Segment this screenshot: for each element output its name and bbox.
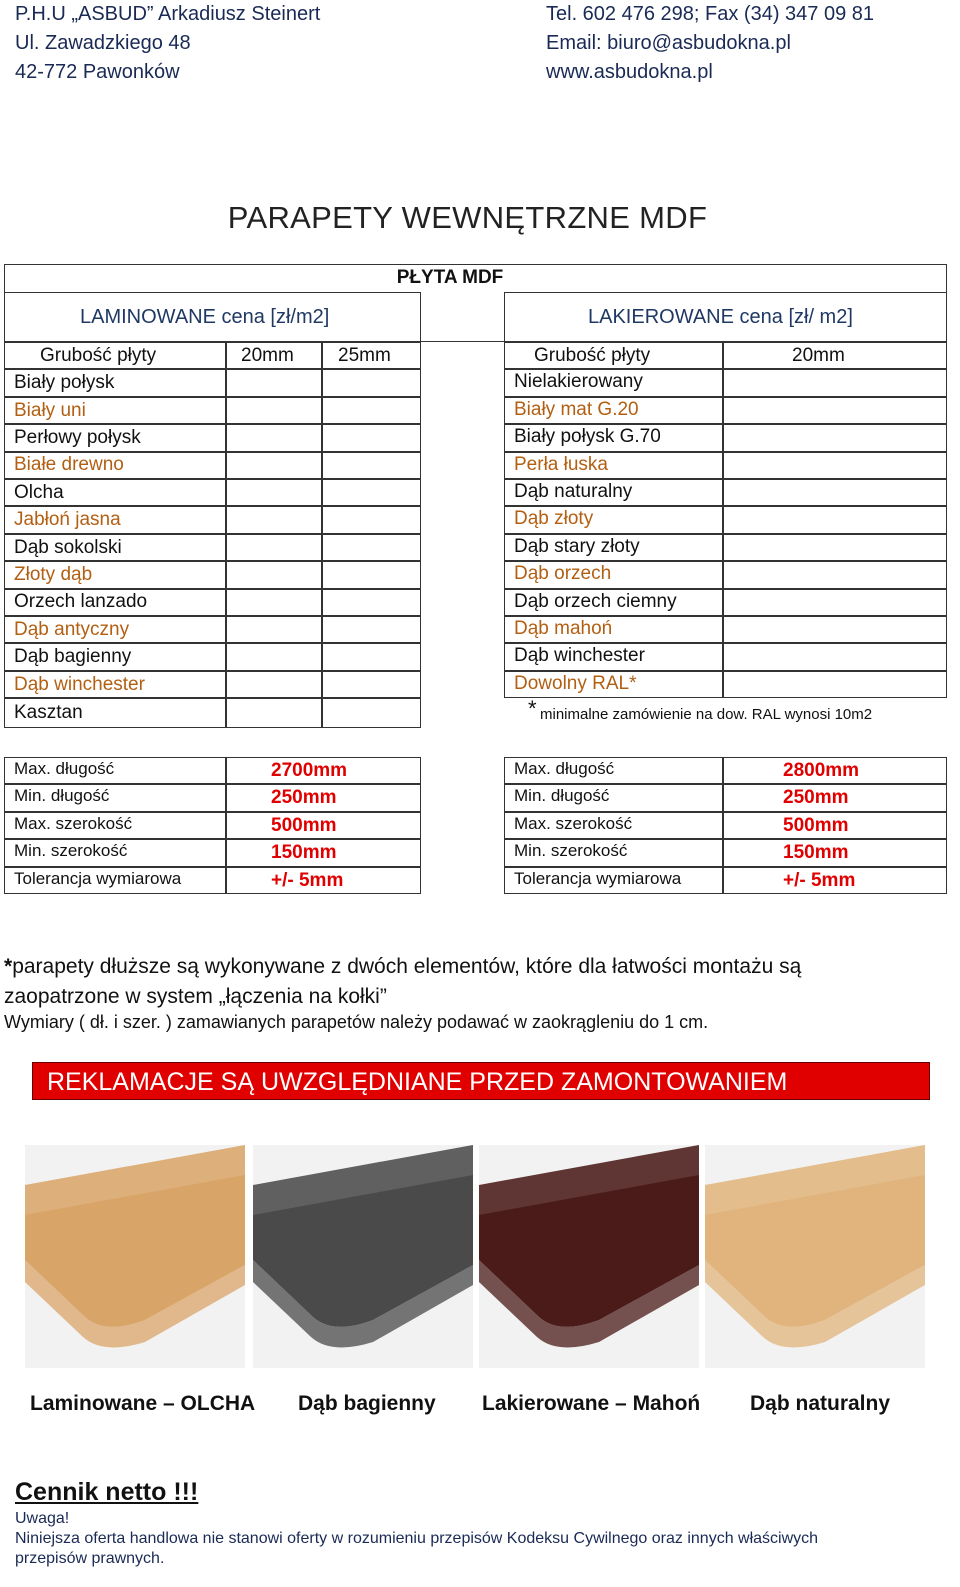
- company-contact: [546, 0, 874, 87]
- left-header-25mm: 25mm: [338, 345, 391, 366]
- wood-board-icon: [253, 1145, 473, 1368]
- right-row-cell: [723, 424, 947, 451]
- left-row-cell: [226, 643, 322, 670]
- right-row-name: Dąb mahoń: [514, 618, 613, 639]
- dim-value: +/- 5mm: [783, 869, 856, 891]
- left-row-cell: [226, 589, 322, 616]
- left-row-cell: [322, 424, 421, 451]
- left-row-cell: [226, 561, 322, 588]
- right-row-name: Dąb winchester: [514, 645, 645, 667]
- right-row-name: Dowolny RAL*: [514, 672, 637, 694]
- dim-value: 250mm: [783, 787, 849, 809]
- left-row-name: Jabłoń jasna: [14, 509, 121, 531]
- price-note: Cennik netto !!!: [15, 1478, 199, 1506]
- left-row-cell: [322, 589, 421, 616]
- dim-value: 150mm: [783, 842, 849, 864]
- sample-image: [253, 1145, 473, 1368]
- sample-caption: Dąb naturalny: [750, 1392, 891, 1415]
- sample-caption: Laminowane – OLCHA: [30, 1392, 256, 1415]
- dim-value: 250mm: [271, 787, 337, 809]
- left-row-cell: [226, 698, 322, 728]
- right-row-name: Dąb złoty: [514, 508, 594, 530]
- right-section-title: LAKIEROWANE cena [zł/ m2]: [588, 306, 853, 328]
- sample-caption: Dąb bagienny: [298, 1392, 436, 1415]
- left-row-cell: [226, 369, 322, 396]
- left-row-cell: [322, 452, 421, 479]
- left-row-cell: [226, 479, 322, 506]
- dim-value: +/- 5mm: [271, 869, 344, 891]
- left-row-cell: [322, 643, 421, 670]
- note-line-3: Wymiary ( dł. i szer. ) zamawianych parapetów należy podawać w zaokrągleniu do 1 cm.: [4, 1012, 709, 1032]
- left-row-name: Dąb antyczny: [14, 618, 130, 640]
- left-row-cell: [226, 671, 322, 698]
- left-row-cell: [322, 534, 421, 561]
- left-row-cell: [322, 698, 421, 728]
- ral-note-star: *: [528, 696, 537, 722]
- company-name: P.H.U „ASBUD” Arkadiusz Steinert: [15, 3, 321, 25]
- left-row-cell: [322, 616, 421, 643]
- left-row-name: Dąb winchester: [14, 673, 145, 695]
- left-row-name: Orzech lanzado: [14, 591, 148, 613]
- left-row-cell: [322, 671, 421, 698]
- right-row-cell: [723, 369, 947, 396]
- right-row-cell: [723, 643, 947, 670]
- left-row-name: Kasztan: [14, 702, 83, 724]
- left-row-name: Dąb sokolski: [14, 536, 122, 558]
- dim-value: 150mm: [271, 842, 337, 864]
- right-row-cell: [723, 397, 947, 424]
- sample-image: [705, 1145, 925, 1368]
- dim-label: Tolerancja wymiarowa: [514, 868, 682, 888]
- left-row-cell: [322, 561, 421, 588]
- left-row-cell: [322, 479, 421, 506]
- table-caption: PŁYTA MDF: [396, 267, 504, 288]
- right-row-cell: [723, 561, 947, 588]
- left-row-name: Olcha: [14, 481, 64, 503]
- left-row-cell: [322, 506, 421, 533]
- dim-label: Max. długość: [14, 759, 115, 778]
- right-row-name: Biały połysk G.70: [514, 426, 661, 448]
- sample-image: [25, 1145, 245, 1368]
- right-row-name: Dąb orzech: [514, 563, 612, 585]
- right-header-thickness: Grubość płyty: [534, 345, 651, 366]
- dim-value: 500mm: [783, 814, 849, 836]
- dim-value: 2800mm: [783, 760, 860, 781]
- left-row-cell: [226, 397, 322, 424]
- right-row-name: Dąb naturalny: [514, 481, 633, 502]
- dim-label: Max. długość: [514, 759, 615, 778]
- complaints-banner: REKLAMACJE SĄ UWZGLĘDNIANE PRZED ZAMONTOWANIEM PARAPETÓW: [32, 1062, 930, 1100]
- right-row-name: Biały mat G.20: [514, 398, 639, 420]
- dim-label: Min. długość: [514, 786, 610, 806]
- right-row-name: Dąb orzech ciemny: [514, 590, 677, 612]
- note-line-1: parapety dłuższe są wykonywane z dwóch elementów, które dla łatwości montażu są: [12, 955, 802, 978]
- warning-label: Uwaga!: [15, 1510, 70, 1527]
- company-street: Ul. Zawadzkiego 48: [15, 32, 191, 54]
- ral-note: minimalne zamówienie na dow. RAL wynosi 10m2: [540, 706, 873, 724]
- left-row-name: Białe drewno: [14, 454, 124, 476]
- dim-label: Min. długość: [14, 786, 110, 806]
- disclaimer-line-1: Niniejsza oferta handlowa nie stanowi oferty w rozumieniu przepisów Kodeksu Cywilnego oraz innych właściwych: [15, 1530, 819, 1547]
- left-row-name: Złoty dąb: [14, 563, 93, 585]
- left-row-cell: [226, 452, 322, 479]
- company-address: [15, 0, 320, 87]
- right-row-cell: [723, 589, 947, 616]
- left-row-cell: [322, 369, 421, 396]
- wood-board-icon: [705, 1145, 925, 1368]
- wood-board-icon: [479, 1145, 699, 1368]
- left-row-cell: [322, 397, 421, 424]
- left-row-cell: [226, 424, 322, 451]
- right-row-cell: [723, 452, 947, 479]
- right-row-name: Perła łuska: [514, 453, 608, 475]
- dim-label: Tolerancja wymiarowa: [14, 868, 182, 888]
- wood-board-icon: [25, 1145, 245, 1368]
- disclaimer: [15, 1509, 818, 1569]
- left-row-name: Perłowy połysk: [14, 426, 141, 448]
- right-row-cell: [723, 616, 947, 643]
- sample-caption: Lakierowane – Mahoń: [482, 1392, 701, 1415]
- dim-label: Min. szerokość: [14, 841, 128, 861]
- dim-value: 500mm: [271, 814, 337, 836]
- right-row-cell: [723, 479, 947, 506]
- dim-label: Max. szerokość: [514, 813, 633, 833]
- sample-image: [479, 1145, 699, 1368]
- note-star: *: [4, 955, 13, 978]
- company-email[interactable]: Email: biuro@asbudokna.pl: [546, 32, 791, 54]
- left-row-cell: [226, 616, 322, 643]
- left-header-20mm: 20mm: [241, 345, 294, 366]
- dim-value: 2700mm: [271, 760, 348, 781]
- right-header-20mm: 20mm: [792, 345, 845, 366]
- right-row-cell: [723, 534, 947, 561]
- dim-label: Max. szerokość: [14, 813, 133, 833]
- notes: [4, 952, 954, 1012]
- left-row-name: Biały uni: [14, 399, 86, 421]
- right-row-cell: [723, 671, 947, 698]
- left-section-title: LAMINOWANE cena [zł/m2]: [80, 306, 330, 328]
- left-row-name: Biały połysk: [14, 372, 115, 394]
- page-title: PARAPETY WEWNĘTRZNE MDF: [227, 200, 708, 235]
- right-row-name: Dąb stary złoty: [514, 535, 640, 557]
- company-website[interactable]: www.asbudokna.pl: [546, 61, 713, 83]
- left-row-cell: [226, 506, 322, 533]
- left-row-name: Dąb bagienny: [14, 646, 132, 668]
- left-row-cell: [226, 534, 322, 561]
- company-city: 42-772 Pawonków: [15, 61, 180, 83]
- dim-label: Min. szerokość: [514, 841, 628, 861]
- note-line-2: zaopatrzone w system „łączenia na kołki”: [4, 985, 387, 1008]
- right-row-name: Nielakierowany: [514, 371, 643, 393]
- company-phone: Tel. 602 476 298; Fax (34) 347 09 81: [546, 3, 875, 25]
- disclaimer-line-2: przepisów prawnych.: [15, 1550, 165, 1567]
- left-header-thickness: Grubość płyty: [40, 345, 157, 366]
- right-row-cell: [723, 506, 947, 533]
